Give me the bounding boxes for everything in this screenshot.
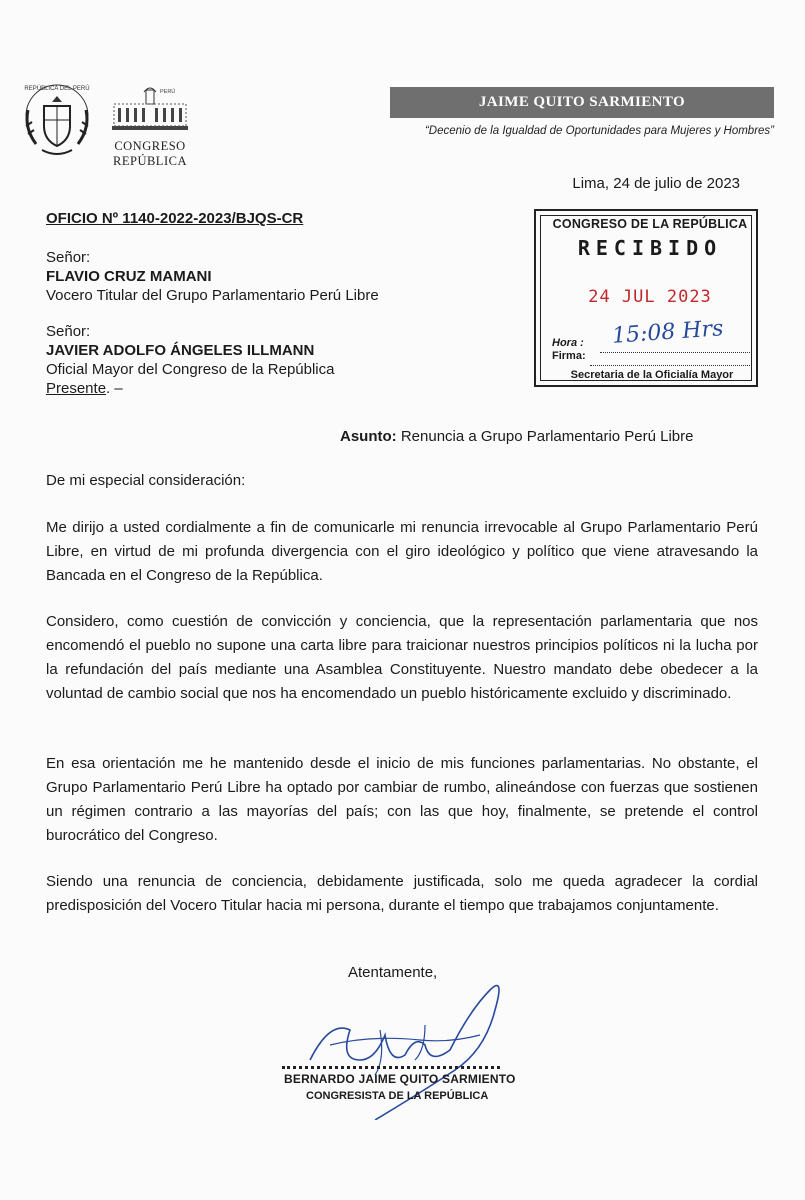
presente-suffix: . – xyxy=(106,380,123,397)
stamp-firma-label: Firma: xyxy=(552,350,586,362)
stamp-date: 24 JUL 2023 xyxy=(588,287,712,307)
presente: Presente xyxy=(46,380,107,397)
letter-date: Lima, 24 de julio de 2023 xyxy=(572,175,740,192)
stamp-line1: CONGRESO DE LA REPÚBLICA xyxy=(552,217,748,231)
recipient-2-title: Oficial Mayor del Congreso de la República xyxy=(46,361,335,378)
oficio-number: OFICIO Nº 1140-2022-2023/BJQS-CR xyxy=(46,210,304,227)
recipient-1-salutation: Señor: xyxy=(46,249,91,266)
stamp-footer: Secretaria de la Oficialía Mayor xyxy=(570,369,734,381)
signature-line xyxy=(282,1066,500,1069)
peru-coat-of-arms-icon xyxy=(18,76,96,164)
stamp-hora-line xyxy=(600,352,750,353)
recipient-2 xyxy=(46,322,334,398)
crest-text: REPÚBLICA DEL PERÚ xyxy=(24,86,90,92)
presente-line xyxy=(46,379,334,398)
paragraph-4: Siendo una renuncia de conciencia, debidamente justificada, solo me queda agradecer la cordial predisposición del Vocero Titular hacia mi persona, durante el tiempo que trabajamos conjuntamente. xyxy=(46,873,758,914)
stamp-firma-line xyxy=(590,365,750,366)
subject-label: Asunto: xyxy=(340,428,397,445)
peru-label: PERÚ xyxy=(160,89,176,95)
stamp-hora-label: Hora : xyxy=(552,337,584,349)
republica-label: REPÚBLICA xyxy=(113,154,187,168)
recipient-1-title: Vocero Titular del Grupo Parlamentario Perú Libre xyxy=(46,287,379,304)
signer-name: BERNARDO JAIME QUITO SARMIENTO xyxy=(284,1072,516,1086)
congreso-logo xyxy=(104,84,196,168)
decenio-motto: “Decenio de la Igualdad de Oportunidades para Mujeres y Hombres” xyxy=(424,125,774,137)
subject-text: Renuncia a Grupo Parlamentario Perú Libre xyxy=(400,428,694,445)
paragraph-3: En esa orientación me he mantenido desde el inicio de mis funciones parlamentarias. No obstante, el Grupo Parlamentario Perú Libre ha optado por cambiar de rumbo, alineándose con fuerzas que sostienen un régimen contrario a las mayorías del país; con las que hoy, finalmente, se pretende el control burocrático del Congreso. xyxy=(46,755,758,844)
recipient-1-name: FLAVIO CRUZ MAMANI xyxy=(46,268,212,285)
stamp-received: RECIBIDO xyxy=(577,236,723,260)
signer-title: CONGRESISTA DE LA REPÚBLICA xyxy=(306,1090,489,1102)
recipient-2-salutation: Señor: xyxy=(46,323,91,340)
paragraph-2: Considero, como cuestión de convicción y conciencia, que la representación parlamentaria que nos encomendó el pueblo no supone una carta libre para traicionar nuestros principios políticos ni la lucha por la refundación del país mediante una Asamblea Constituyente. Nuestro mandato debe obedecer a la voluntad de cambio social que nos ha encomendado un pueblo históricamente excluido y discriminado. xyxy=(46,613,758,702)
closing-salutation: Atentamente, xyxy=(348,964,438,981)
name-banner-text: JAIME QUITO SARMIENTO xyxy=(478,94,686,110)
name-banner xyxy=(390,87,774,118)
subject-line xyxy=(340,428,694,445)
paragraph-1: Me dirijo a usted cordialmente a fin de comunicarle mi renuncia irrevocable al Grupo Parlamentario Perú Libre, en virtud de mi profunda divergencia con el giro ideológico y político que viene atravesando la Bancada en el Congreso de la República. xyxy=(46,519,758,584)
greeting: De mi especial consideración: xyxy=(46,472,246,489)
stamp-time-handwritten: 15:08 Hrs xyxy=(611,316,725,349)
congreso-label: CONGRESO xyxy=(114,139,186,153)
recipient-2-name: JAVIER ADOLFO ÁNGELES ILLMANN xyxy=(46,342,315,359)
congreso-building-icon xyxy=(104,84,196,132)
recipient-1 xyxy=(46,248,379,305)
